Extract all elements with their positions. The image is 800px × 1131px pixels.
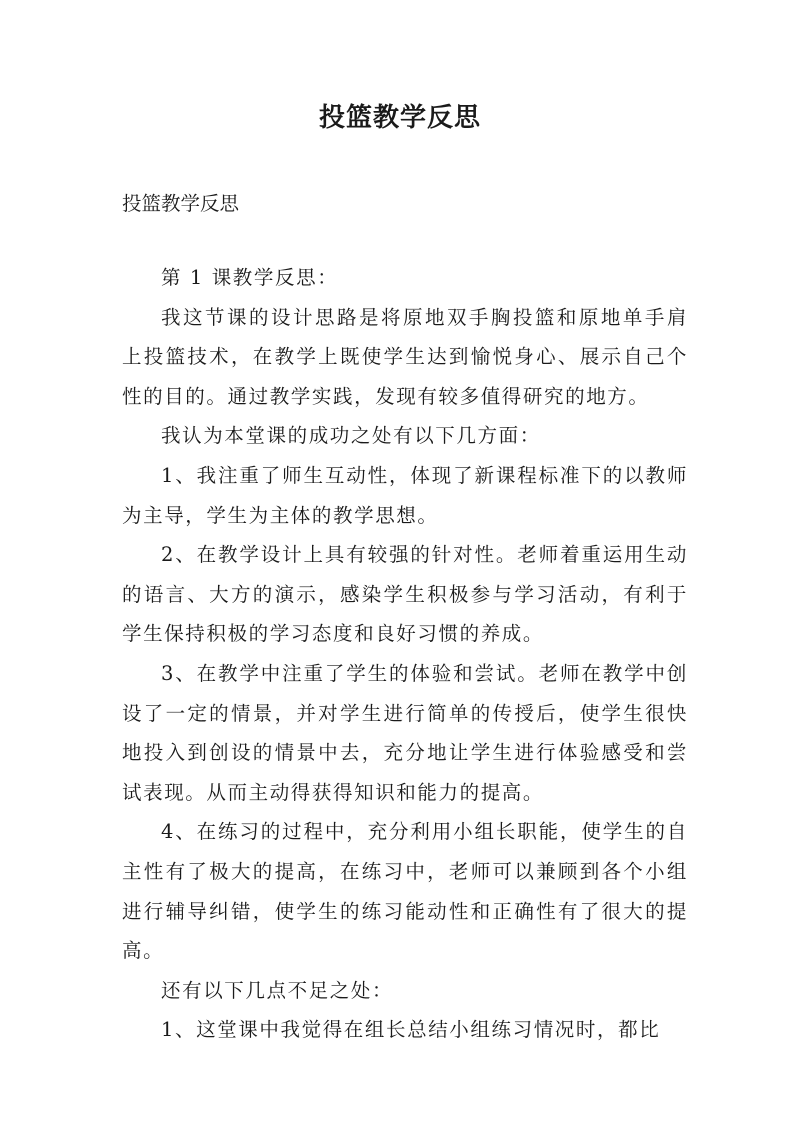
document-body [122, 258, 688, 1050]
paragraph-success-2: 2、在教学设计上具有较强的针对性。老师着重运用生动的语言、大方的演示，感染学生积极参与学习活动，有利于学生保持积极的学习态度和良好习惯的养成。 [122, 543, 688, 646]
paragraph-lesson-heading: 第 1 课教学反思： [161, 266, 339, 289]
paragraph-shortcomings-intro: 还有以下几点不足之处： [161, 978, 394, 1002]
document-subtitle: 投篮教学反思 [122, 192, 240, 215]
paragraph-success-3: 3、在教学中注重了学生的体验和尝试。老师在教学中创设了一定的情景，并对学生进行简单的传授后，使学生很快地投入到创设的情景中去，充分地让学生进行体验感受和尝试表现。从而主动得获得知识和能力的提高。 [122, 661, 688, 804]
paragraph-shortcoming-1: 1、这堂课中我觉得在组长总结小组练习情况时，都比 [161, 1018, 661, 1042]
page-title: 投篮教学反思 [318, 103, 481, 133]
paragraph-success-4: 4、在练习的过程中，充分利用小组长职能，使学生的自主性有了极大的提高，在练习中，老师可以兼顾到各个小组进行辅导纠错，使学生的练习能动性和正确性有了很大的提高。 [122, 820, 688, 963]
paragraph-success-intro: 我认为本堂课的成功之处有以下几方面： [161, 424, 541, 448]
paragraph-success-1: 1、我注重了师生互动性，体现了新课程标准下的以教师为主导，学生为主体的教学思想。 [122, 463, 688, 527]
paragraph-design-idea: 我这节课的设计思路是将原地双手胸投篮和原地单手肩上投篮技术，在教学上既使学生达到愉悦身心、展示自己个性的目的。通过教学实践，发现有较多值得研究的地方。 [122, 305, 688, 408]
